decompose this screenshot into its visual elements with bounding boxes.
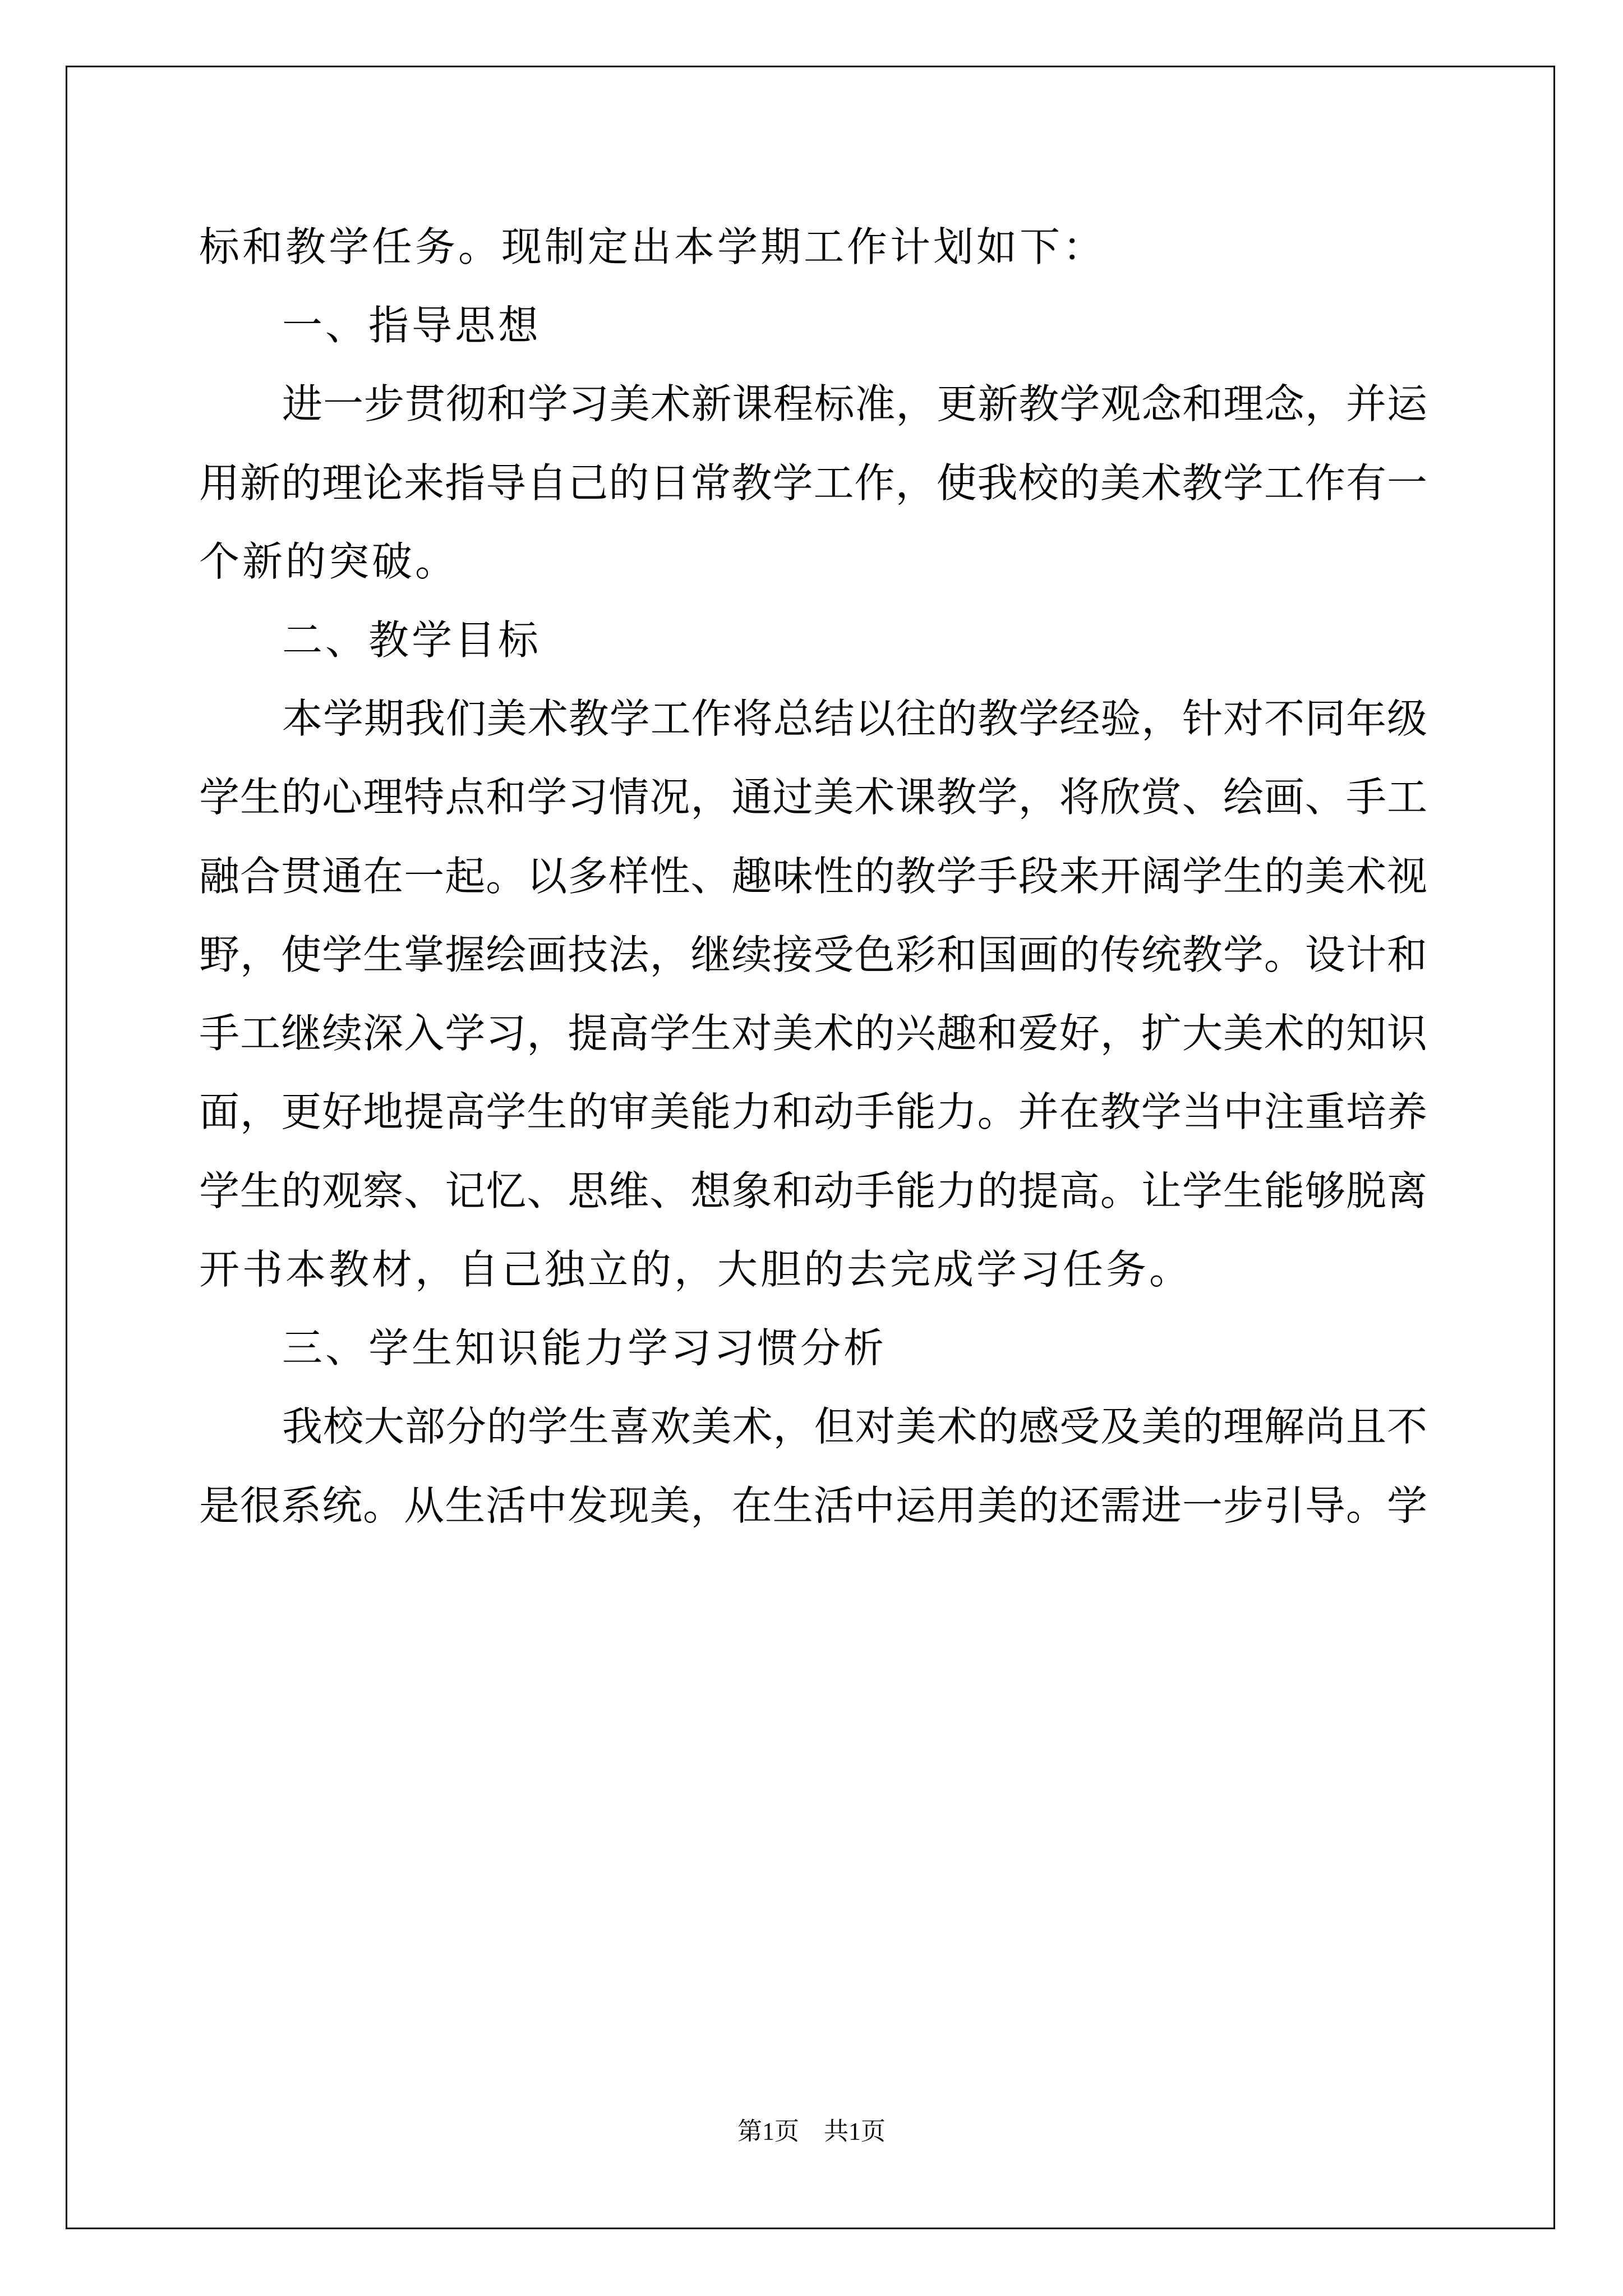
text-line: 个新的突破。 — [199, 538, 459, 585]
text-line: 手工继续深入学习，提高学生对美术的兴趣和爱好，扩大美术的知识 — [199, 1010, 1427, 1057]
section-heading: 二、教学目标 — [282, 616, 542, 664]
page-number: 第1页 共1页 — [737, 2118, 886, 2145]
text-line: 标和教学任务。现制定出本学期工作计划如下： — [199, 223, 1106, 270]
text-line: 学生的心理特点和学习情况，通过美术课教学，将欣赏、绘画、手工 — [199, 774, 1427, 821]
text-line: 我校大部分的学生喜欢美术，但对美术的感受及美的理解尚且不 — [282, 1403, 1427, 1450]
text-line: 开书本教材，自己独立的，大胆的去完成学习任务。 — [199, 1246, 1193, 1293]
text-line: 野，使学生掌握绘画技法，继续接受色彩和国画的传统教学。设计和 — [199, 931, 1427, 978]
text-line: 本学期我们美术教学工作将总结以往的教学经验，针对不同年级 — [282, 695, 1427, 742]
text-line: 进一步贯彻和学习美术新课程标准，更新教学观念和理念，并运 — [282, 380, 1427, 427]
text-line: 用新的理论来指导自己的日常教学工作，使我校的美术教学工作有一 — [199, 459, 1427, 507]
section-heading: 三、学生知识能力学习习惯分析 — [282, 1324, 887, 1372]
text-line: 是很系统。从生活中发现美，在生活中运用美的还需进一步引导。学 — [199, 1482, 1427, 1529]
text-line: 面，更好地提高学生的审美能力和动手能力。并在教学当中注重培养 — [199, 1088, 1427, 1135]
text-line: 融合贯通在一起。以多样性、趣味性的教学手段来开阔学生的美术视 — [199, 853, 1427, 900]
section-heading: 一、指导思想 — [282, 302, 542, 349]
text-line: 学生的观察、记忆、思维、想象和动手能力的提高。让学生能够脱离 — [199, 1167, 1427, 1214]
